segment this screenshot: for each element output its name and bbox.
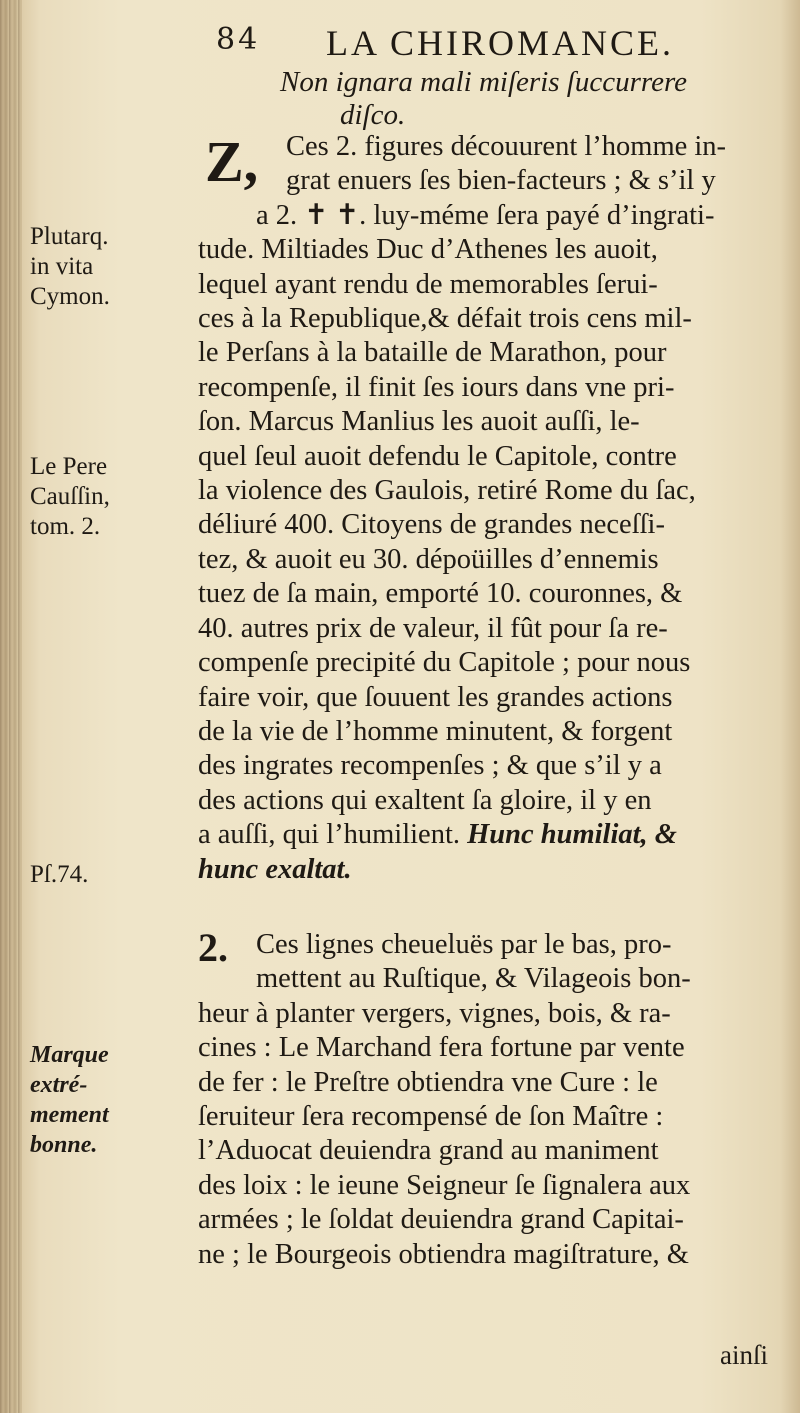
text-line: déliuré 400. Citoyens de grandes neceſſi- <box>198 509 665 541</box>
margin-note-plutarch <box>30 222 180 312</box>
text-line <box>198 818 783 852</box>
text-fragment: a auſſi, qui l’humilient. <box>198 819 460 851</box>
margin-note-line: tom. 2. <box>30 513 101 540</box>
text-line: heur à planter vergers, vignes, bois, & ra- <box>198 997 671 1029</box>
text-line: recompenſe, il finit ſes iours dans vne pri- <box>198 371 675 403</box>
margin-note-caussin <box>30 452 180 542</box>
text-line: Ces lignes cheueluës par le bas, pro- <box>256 929 672 960</box>
margin-note-marque <box>30 1040 180 1160</box>
text-line: grat enuers ſes bien-facteurs ; & s’il y <box>286 165 716 197</box>
margin-note-line: Cymon. <box>30 283 110 310</box>
text-line: tuez de ſa main, emporté 10. couronnes, & <box>198 578 683 610</box>
text-line: ſeruiteur ſera recompensé de ſon Maître : <box>198 1101 664 1133</box>
running-title: LA CHIROMANCE. <box>326 23 675 63</box>
text-line: lequel ayant rendu de memorables ſerui- <box>198 268 658 300</box>
text-line: l’Aduocat deuiendra grand au maniment <box>198 1135 659 1167</box>
epigraph <box>280 66 780 132</box>
text-line: a 2. ✝ ✝. luy-méme ſera payé d’ingrati- <box>256 199 715 231</box>
margin-note-line: mement <box>30 1102 109 1128</box>
text-line: ne ; le Bourgeois obtiendra magiſtrature, & <box>198 1238 689 1270</box>
section-marker: 2. <box>198 925 228 970</box>
text-line: mettent au Ruſtique, & Vilageois bon- <box>256 963 691 995</box>
section-marker: Z, <box>205 129 259 194</box>
margin-note-line: Cauſſin, <box>30 483 110 510</box>
text-line: armées ; le ſoldat deuiendra grand Capitai- <box>198 1204 684 1236</box>
running-head <box>216 22 776 72</box>
latin-quote: Hunc humiliat, & <box>467 819 677 851</box>
text-line: de fer : le Preſtre obtiendra vne Cure : le <box>198 1066 658 1098</box>
text-line: la violence des Gaulois, retiré Rome du ſac, <box>198 475 696 507</box>
page-gutter <box>0 0 22 1413</box>
margin-note-line: Plutarq. <box>30 223 109 250</box>
margin-note-line: in vita <box>30 253 94 280</box>
margin-note-line: extré- <box>30 1072 88 1098</box>
text-line: des ingrates recompenſes ; & que s’il y a <box>198 750 662 782</box>
text-line: ſon. Marcus Manlius les auoit auſſi, le- <box>198 406 640 438</box>
margin-note-line: Marque <box>30 1042 109 1068</box>
text-line: tez, & auoit eu 30. dépoüilles d’ennemis <box>198 543 659 575</box>
epigraph-line: diſco. <box>340 99 406 131</box>
margin-note-psalm <box>30 860 180 890</box>
margin-note-line: Pſ.74. <box>30 861 89 888</box>
text-line: 40. autres prix de valeur, il fût pour ſa re- <box>198 612 668 644</box>
latin-quote: hunc exaltat. <box>198 853 352 885</box>
paragraph-2 <box>198 928 783 1272</box>
text-line: tude. Miltiades Duc d’Athenes les auoit, <box>198 234 658 266</box>
paragraph-z <box>198 130 783 887</box>
page-number: 84 <box>216 22 261 57</box>
text-line: quel ſeul auoit defendu le Capitole, contre <box>198 440 677 472</box>
text-line: cines : Le Marchand fera fortune par vente <box>198 1032 685 1064</box>
text-line: Ces 2. figures découurent l’homme in- <box>286 131 727 162</box>
text-line: faire voir, que ſouuent les grandes actions <box>198 681 673 713</box>
epigraph-line: Non ignara mali miſeris ſuccurrere <box>280 66 688 98</box>
margin-note-line: Le Pere <box>30 453 108 480</box>
text-line: des actions qui exaltent ſa gloire, il y en <box>198 784 652 816</box>
text-line: des loix : le ieune Seigneur ſe ſignalera aux <box>198 1169 691 1201</box>
margin-note-line: bonne. <box>30 1132 98 1158</box>
text-line: le Perſans à la bataille de Marathon, pour <box>198 337 667 369</box>
text-line: ces à la Republique,& défait trois cens mil- <box>198 303 692 335</box>
catchword: ainſi <box>720 1340 768 1370</box>
text-line: compenſe precipité du Capitole ; pour nous <box>198 647 691 679</box>
text-line: de la vie de l’homme minutent, & forgent <box>198 715 673 747</box>
